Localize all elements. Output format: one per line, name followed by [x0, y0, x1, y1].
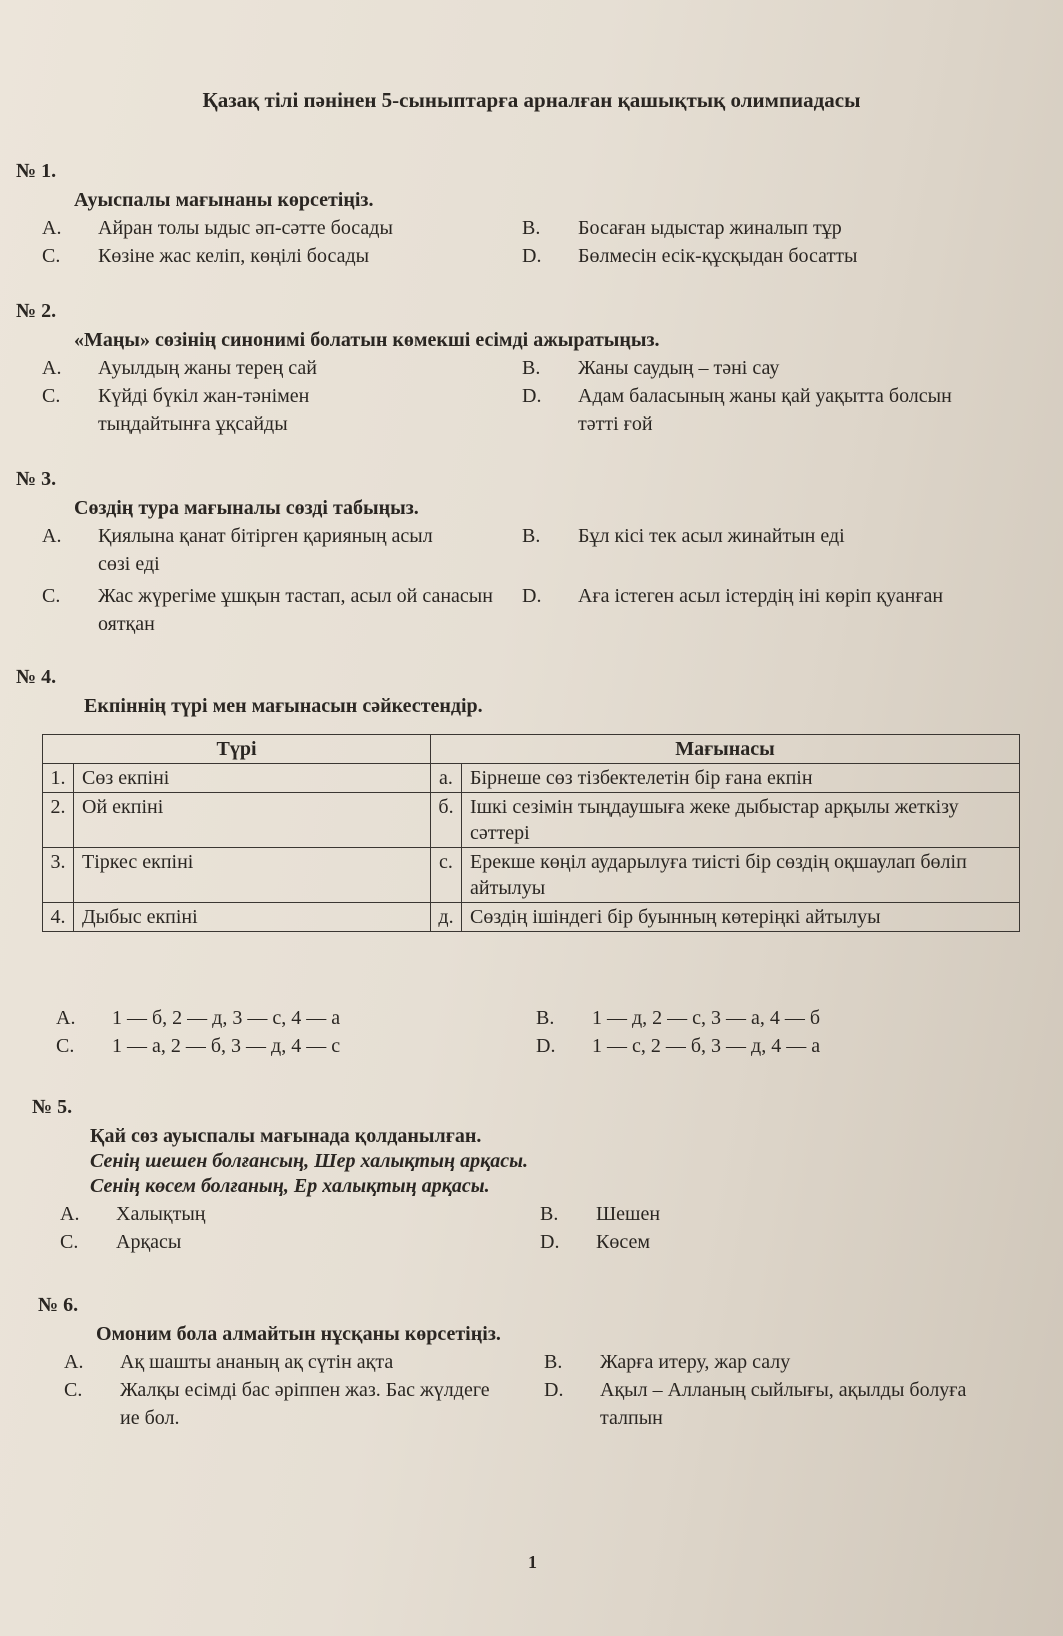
row-meaning: Сөздің ішіндегі бір буынның көтеріңкі айтылуы	[462, 903, 1020, 932]
options	[60, 1200, 1006, 1256]
option-a[interactable]	[56, 1004, 536, 1032]
row-type: Дыбыс екпіні	[74, 903, 431, 932]
option-b[interactable]	[540, 1200, 1020, 1228]
option-d[interactable]	[544, 1376, 1024, 1432]
option-b[interactable]	[522, 214, 1002, 242]
options	[42, 354, 1006, 438]
question-number: № 1.	[16, 160, 57, 182]
option-a[interactable]	[60, 1200, 540, 1228]
question-6	[16, 1294, 1006, 1432]
option-letter: D.	[522, 385, 542, 407]
option-letter: D.	[522, 245, 542, 267]
option-letter: C.	[42, 585, 61, 607]
option-a[interactable]	[42, 214, 522, 242]
row-letter: с.	[431, 848, 462, 903]
option-letter: A.	[64, 1351, 84, 1373]
option-c[interactable]	[56, 1032, 536, 1060]
question-3	[16, 468, 1006, 638]
options	[42, 214, 1006, 270]
option-a[interactable]	[64, 1348, 544, 1376]
row-number: 3.	[43, 848, 74, 903]
question-number: № 3.	[16, 468, 57, 490]
option-d[interactable]	[540, 1228, 1020, 1256]
option-text: Айран толы ыдыс әп-сәтте босады	[98, 217, 393, 239]
option-text: Жарға итеру, жар салу	[600, 1351, 791, 1373]
row-number: 1.	[43, 764, 74, 793]
question-text: Сөздің тура мағыналы сөзді табыңыз.	[74, 497, 419, 519]
option-letter: A.	[42, 525, 62, 547]
question-text: Екпіннің түрі мен мағынасын сәйкестендір.	[84, 695, 483, 717]
option-letter: A.	[56, 1007, 76, 1029]
row-meaning: Ерекше көңіл аударылуға тиісті бір сөздің оқшаулап бөліп айтылуы	[462, 848, 1020, 903]
option-b[interactable]	[536, 1004, 1016, 1032]
page-number: 1	[528, 1552, 537, 1572]
option-a[interactable]	[42, 354, 522, 382]
option-letter: B.	[522, 357, 541, 379]
option-text: 1 — б, 2 — д, 3 — с, 4 — а	[112, 1007, 341, 1029]
poem-line-2: Сенің көсем болғаның, Ер халықтың арқасы.	[90, 1175, 490, 1197]
option-letter: C.	[64, 1379, 83, 1401]
row-type: Ой екпіні	[74, 793, 431, 848]
option-text: Жалқы есімді бас әріппен жаз. Бас жүлдеге ие бол.	[120, 1379, 490, 1429]
option-letter: B.	[536, 1007, 555, 1029]
header-type: Түрі	[43, 735, 431, 764]
table-row	[43, 848, 1020, 903]
question-number: № 2.	[16, 300, 57, 322]
option-letter: C.	[42, 385, 61, 407]
option-letter: C.	[56, 1035, 75, 1057]
option-text: 1 — д, 2 — с, 3 — а, 4 — б	[592, 1007, 821, 1029]
option-letter: D.	[522, 585, 542, 607]
option-letter: D.	[540, 1231, 560, 1253]
option-c[interactable]	[60, 1228, 540, 1256]
option-letter: B.	[522, 525, 541, 547]
question-4-options	[16, 1002, 1006, 1060]
question-text: Омоним бола алмайтын нұсқаны көрсетіңіз.	[96, 1323, 501, 1345]
question-number: № 5.	[32, 1096, 73, 1118]
option-text: 1 — а, 2 — б, 3 — д, 4 — с	[112, 1035, 341, 1057]
option-text: Күйді бүкіл жан-тәнімен тыңдайтынға ұқсайды	[98, 385, 310, 435]
option-c[interactable]	[42, 242, 522, 270]
options	[42, 522, 1006, 638]
option-d[interactable]	[536, 1032, 1016, 1060]
option-text: Ақ шашты ананың ақ сүтін ақта	[120, 1351, 394, 1373]
row-number: 4.	[43, 903, 74, 932]
option-text: Бұл кісі тек асыл жинайтын еді	[578, 525, 845, 547]
option-text: Көсем	[596, 1231, 650, 1253]
question-number: № 4.	[16, 666, 57, 688]
row-letter: а.	[431, 764, 462, 793]
table-row	[43, 764, 1020, 793]
option-text: Көзіне жас келіп, көңілі босады	[98, 245, 370, 267]
option-text: Жас жүрегіме ұшқын тастап, асыл ой санасын оятқан	[98, 585, 493, 635]
matching-table	[42, 734, 1020, 932]
option-letter: A.	[42, 357, 62, 379]
option-letter: D.	[536, 1035, 556, 1057]
question-2	[16, 300, 1006, 438]
row-letter: б.	[431, 793, 462, 848]
option-a[interactable]	[42, 522, 522, 578]
row-meaning: Бірнеше сөз тізбектелетін бір ғана екпін	[462, 764, 1020, 793]
option-c[interactable]	[42, 382, 522, 438]
table-header-row	[43, 735, 1020, 764]
question-5	[16, 1096, 1006, 1256]
option-text: Қиялына қанат бітірген қарияның асыл сөзі еді	[98, 525, 433, 575]
row-type: Сөз екпіні	[74, 764, 431, 793]
header-meaning: Мағынасы	[431, 735, 1020, 764]
table-row	[43, 903, 1020, 932]
option-letter: D.	[544, 1379, 564, 1401]
option-letter: C.	[42, 245, 61, 267]
option-letter: C.	[60, 1231, 79, 1253]
question-number: № 6.	[38, 1294, 79, 1316]
option-text: 1 — с, 2 — б, 3 — д, 4 — а	[592, 1035, 821, 1057]
poem-line-1: Сенің шешен болғансың, Шер халықтың арқасы.	[90, 1150, 528, 1172]
option-b[interactable]	[544, 1348, 1024, 1376]
question-text: Қай сөз ауыспалы мағынада қолданылған.	[90, 1125, 482, 1147]
option-text: Арқасы	[116, 1231, 182, 1253]
row-type: Тіркес екпіні	[74, 848, 431, 903]
options	[56, 1004, 1006, 1060]
option-c[interactable]	[64, 1376, 544, 1432]
option-text: Ауылдың жаны терең сай	[98, 357, 317, 379]
option-b[interactable]	[522, 354, 1002, 382]
question-text: Ауыспалы мағынаны көрсетіңіз.	[74, 189, 374, 211]
option-d[interactable]	[522, 582, 1002, 638]
table-row	[43, 793, 1020, 848]
question-4	[16, 666, 1006, 718]
row-meaning: Ішкі сезімін тыңдаушыға жеке дыбыстар арқылы жеткізу сәттері	[462, 793, 1020, 848]
option-text: Аға істеген асыл істердің іні көріп қуанған	[578, 585, 944, 607]
option-letter: B.	[544, 1351, 563, 1373]
option-d[interactable]	[522, 382, 1002, 438]
options	[64, 1348, 1006, 1432]
option-d[interactable]	[522, 242, 1002, 270]
question-1	[16, 160, 1006, 270]
option-text: Бөлмесін есік-құсқыдан босатты	[578, 245, 858, 267]
option-text: Шешен	[596, 1203, 661, 1225]
question-text: «Маңы» сөзінің синонимі болатын көмекші есімді ажыратыңыз.	[74, 329, 660, 351]
option-text: Халықтың	[116, 1203, 206, 1225]
option-letter: A.	[42, 217, 62, 239]
page-title: Қазақ тілі пәнінен 5-сыныптарға арналған қашықтық олимпиадасы	[202, 88, 861, 112]
option-letter: B.	[540, 1203, 559, 1225]
row-number: 2.	[43, 793, 74, 848]
option-text: Жаны саудың – тәні сау	[578, 357, 780, 379]
option-text: Босаған ыдыстар жиналып тұр	[578, 217, 842, 239]
option-text: Адам баласының жаны қай уақытта болсын тәтті ғой	[578, 385, 952, 435]
row-letter: д.	[431, 903, 462, 932]
option-letter: B.	[522, 217, 541, 239]
option-letter: A.	[60, 1203, 80, 1225]
option-text: Ақыл – Алланың сыйлығы, ақылды болуға талпын	[600, 1379, 967, 1429]
option-c[interactable]	[42, 582, 522, 638]
option-b[interactable]	[522, 522, 1002, 578]
